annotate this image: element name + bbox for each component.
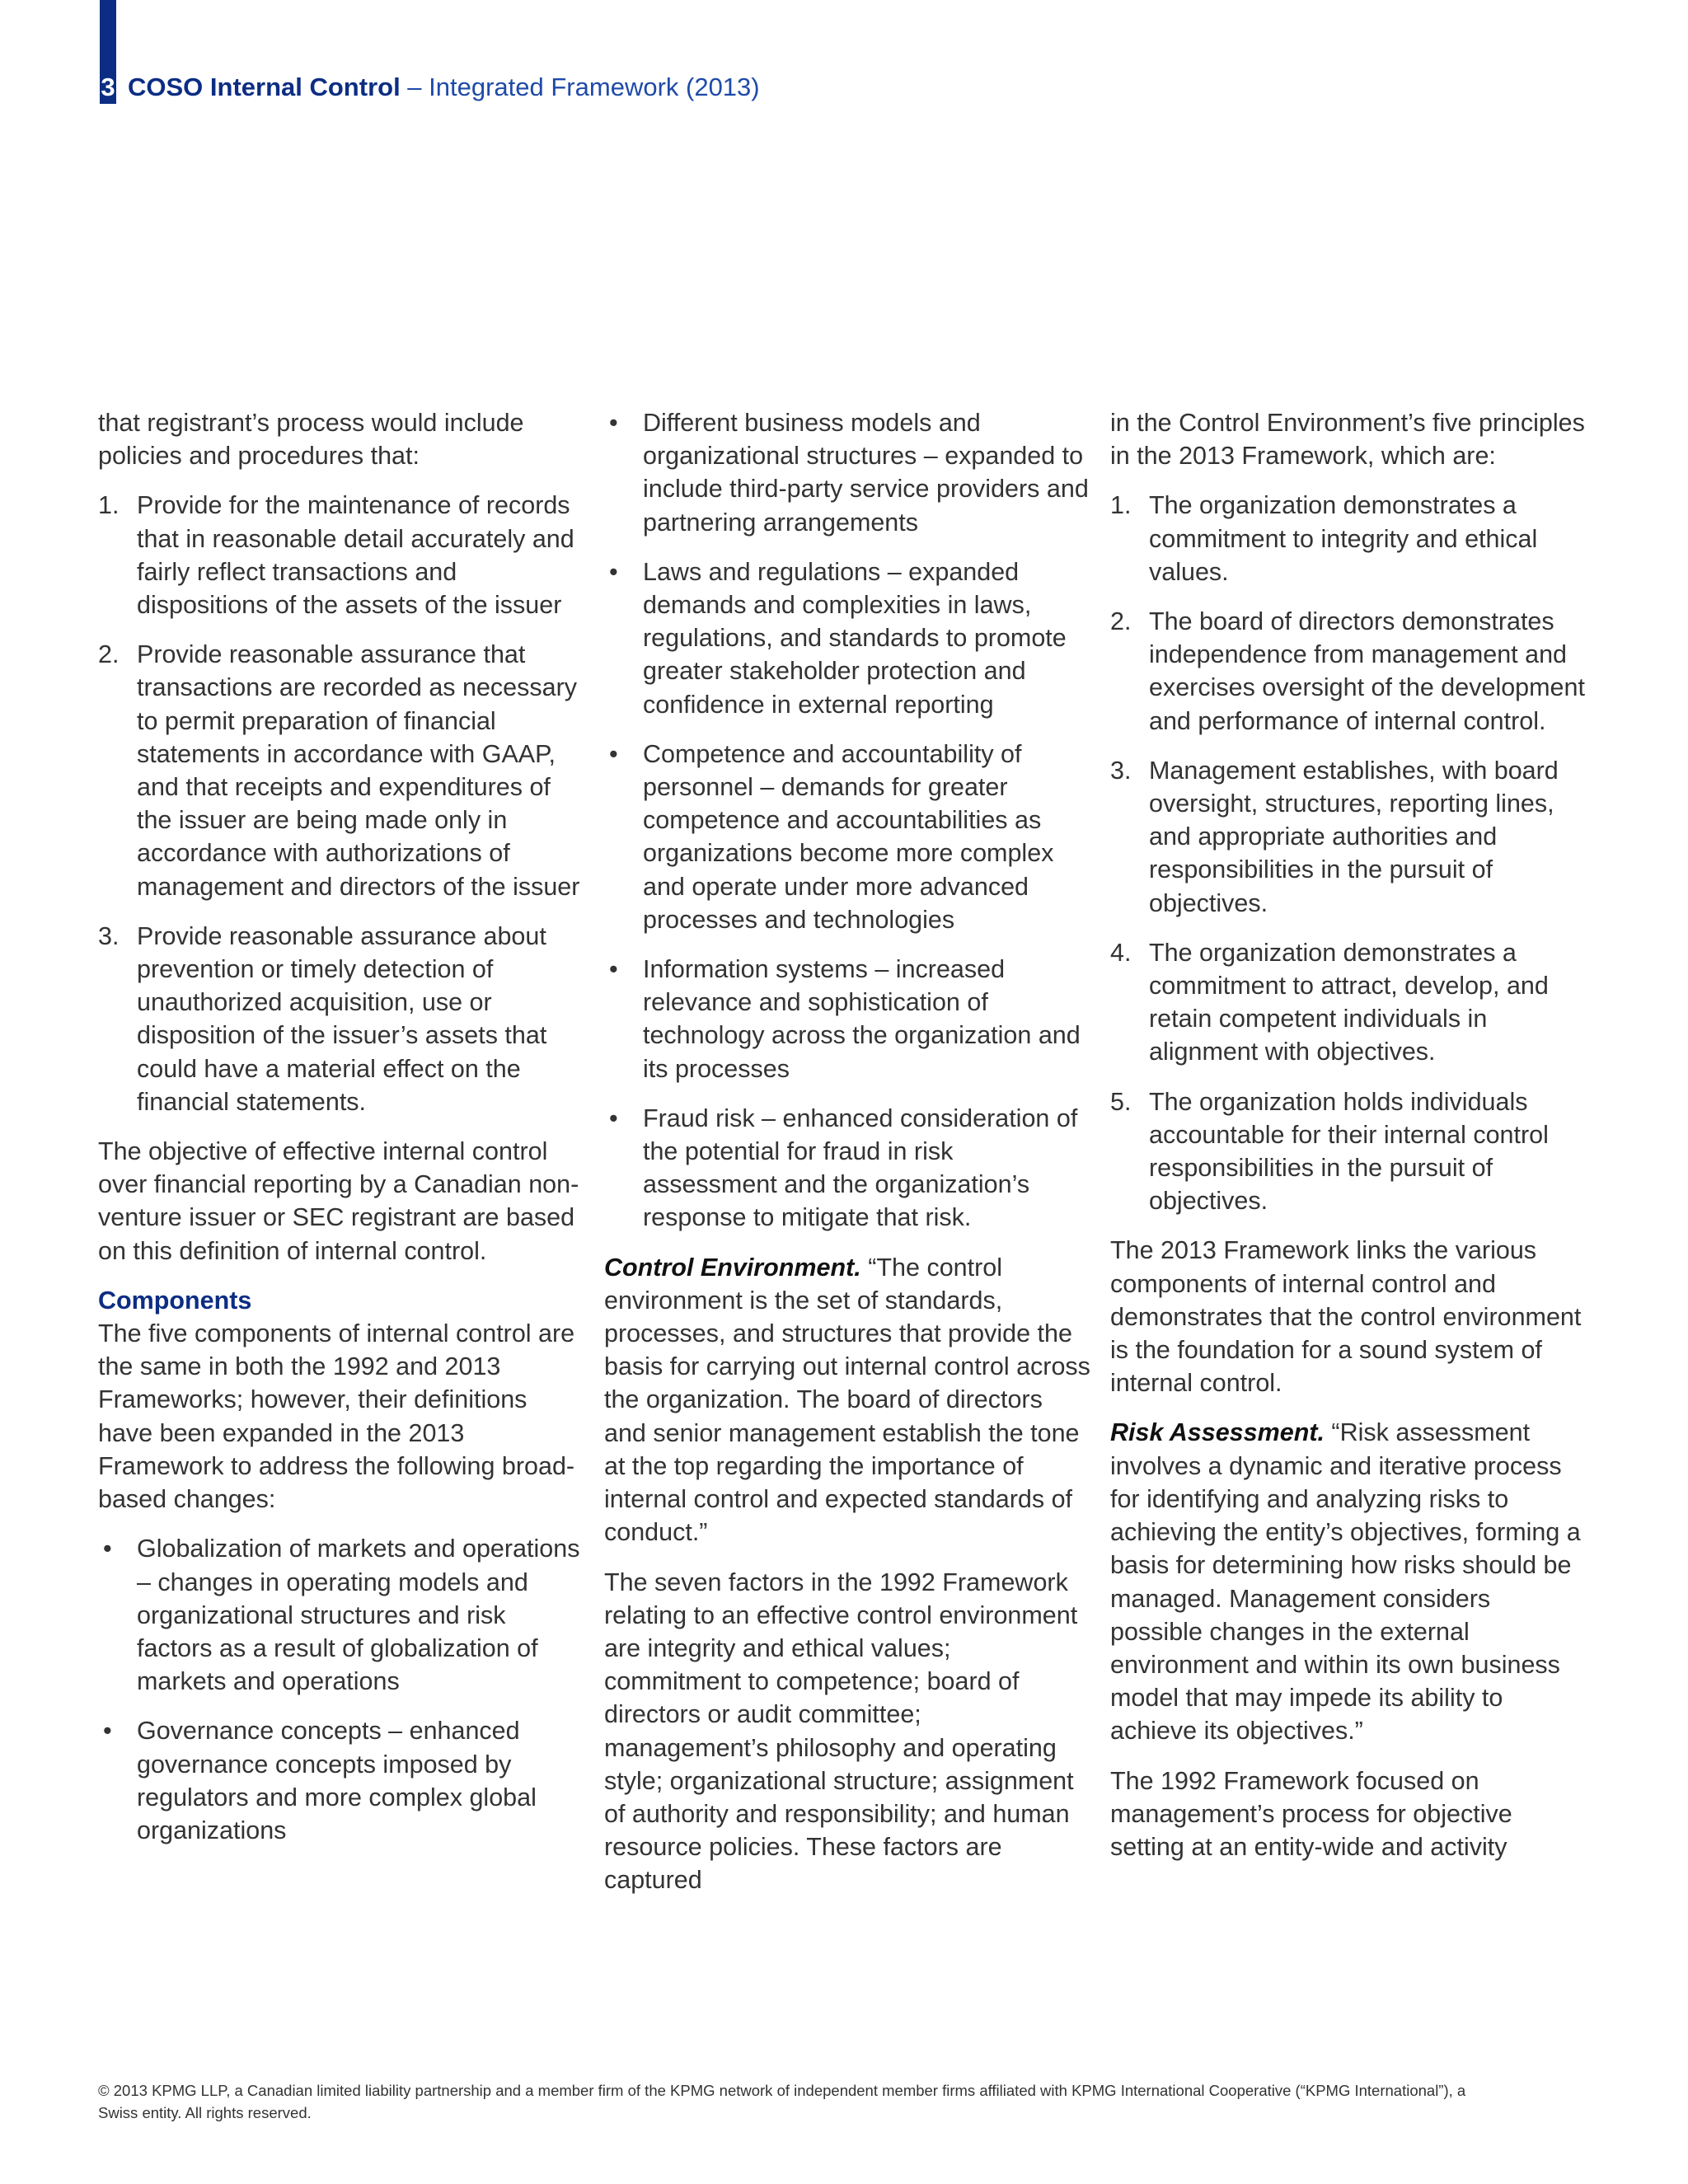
bullet-icon: • [609,557,618,586]
control-environment-paragraph [604,1251,1090,1549]
document-subtitle: Integrated Framework (2013) [429,73,760,101]
list-number: 3. [1110,756,1132,785]
components-heading: Components [98,1286,252,1315]
list-item-text: The organization demonstrates a commitment to attract, develop, and retain competent individuals in alignment with objectives. [1149,938,1549,1066]
bullet-icon: • [103,1535,112,1563]
col3-intro: in the Control Environment’s five principles in the 2013 Framework, which are: [1110,409,1585,471]
five-principles-list [1110,489,1588,1217]
bullet-item [604,1102,1090,1235]
bullet-item [604,406,1090,539]
framework-links-paragraph: The 2013 Framework links the various components of internal control and demonstrates that the control environment is the foundation for a sound system of internal control. [1110,1236,1582,1398]
list-item [98,638,584,903]
bullet-text: Laws and regulations – expanded demands and complexities in laws, regulations, and standards to promote greater stakeholder protection and confidence in external reporting [643,557,1067,719]
column-1 [98,406,584,1863]
list-number: 3. [98,921,120,950]
seven-factors-paragraph: The seven factors in the 1992 Framework relating to an effective control environment are integrity and ethical values; commitment to competence; board of directors or audit committee; management’s philosophy and operating style; organizational structure; assignment of authority and responsibility; and human resource policies. These factors are captured [604,1568,1078,1895]
bullet-icon: • [609,739,618,768]
list-item [1110,754,1588,920]
bullet-item [98,1714,584,1847]
bullet-item [604,555,1090,721]
title-separator: – [400,73,429,101]
list-number: 1. [98,491,120,520]
bullet-text: Fraud risk – enhanced consideration of the potential for fraud in risk assessment and the organization’s response to mitigate that risk. [643,1104,1078,1232]
list-item [98,920,584,1118]
list-item [1110,1085,1588,1218]
bullet-icon: • [609,409,618,437]
bullet-text: Globalization of markets and operations – changes in operating models and organizational structures and risk factors as a result of globalization of markets and operations [137,1535,580,1696]
column-2 [604,406,1090,1914]
broad-changes-list-continued [604,406,1090,1235]
objective-paragraph: The objective of effective internal control over financial reporting by a Canadian non-venture issuer or SEC registrant are based on this definition of internal control. [98,1137,579,1265]
list-item-text: Provide reasonable assurance about prevention or timely detection of unauthorized acquisition, use or disposition of the issuer’s assets that could have a material effect on the financial statements. [137,921,547,1116]
list-item [1110,489,1588,588]
list-number: 5. [1110,1087,1132,1116]
list-item [1110,936,1588,1069]
list-item-text: The organization holds individuals accountable for their internal control responsibilities in the pursuit of objectives. [1149,1087,1549,1216]
control-environment-lead: Control Environment. [604,1253,861,1282]
bullet-icon: • [103,1717,112,1746]
copyright-footer: © 2013 KPMG LLP, a Canadian limited liability partnership and a member firm of the KPMG network of independent member firms affiliated with KPMG International Cooperative (“KPMG International”), a Swiss entity. All rights reserved. [98,2082,1466,2121]
registrant-procedures-list [98,489,584,1118]
bullet-text: Competence and accountability of personnel – demands for greater competence and accountabilities as organizations become more complex and operate under more advanced processes and technologies [643,739,1054,934]
col1-intro: that registrant’s process would include policies and procedures that: [98,409,524,471]
list-number: 1. [1110,491,1132,520]
bullet-icon: • [609,1104,618,1132]
document-title: COSO Internal Control [128,73,401,101]
bullet-item [98,1532,584,1698]
list-item-text: Management establishes, with board oversight, structures, reporting lines, and appropriate authorities and responsibilities in the pursuit of objectives. [1149,756,1559,917]
broad-changes-list [98,1532,584,1847]
bullet-text: Information systems – increased relevance and sophistication of technology across the organization and its processes [643,955,1081,1083]
list-number: 4. [1110,938,1132,967]
framework-focus-paragraph: The 1992 Framework focused on management’s process for objective setting at an entity-wide and activity [1110,1766,1512,1861]
list-number: 2. [98,640,120,669]
page-number: 3 [100,71,116,104]
bullet-item [604,738,1090,936]
page-header [100,71,760,104]
control-environment-text: “The control environment is the set of standards, processes, and structures that provide the basis for carrying out internal control across the organization. The board of directors and senior management establish the tone at the top regarding the importance of internal control and expected standards of conduct.” [604,1253,1090,1547]
components-paragraph: The five components of internal control are the same in both the 1992 and 2013 Frameworks; however, their definitions have been expanded in the 2013 Framework to address the following broad-based changes: [98,1319,575,1514]
list-item-text: Provide for the maintenance of records that in reasonable detail accurately and fairly reflect transactions and dispositions of the assets of the issuer [137,491,574,620]
bullet-text: Different business models and organizational structures – expanded to include third-party service providers and partnering arrangements [643,409,1089,537]
risk-assessment-lead: Risk Assessment. [1110,1418,1325,1447]
bullet-icon: • [609,955,618,984]
list-item-text: The board of directors demonstrates independence from management and exercises oversight of the development and performance of internal control. [1149,607,1585,735]
risk-assessment-text: “Risk assessment involves a dynamic and iterative process for identifying and analyzing risks to achieving the entity’s objectives, forming a basis for determining how risks should be managed. Management considers possible changes in the external environment and within its own business model that may impede its ability to achieve its objectives.” [1110,1418,1581,1746]
list-item [98,489,584,621]
bullet-text: Governance concepts – enhanced governance concepts imposed by regulators and more complex global organizations [137,1717,537,1844]
bullet-item [604,953,1090,1085]
column-3 [1110,406,1588,1880]
risk-assessment-paragraph [1110,1416,1588,1747]
list-number: 2. [1110,607,1132,636]
list-item [1110,605,1588,738]
list-item-text: Provide reasonable assurance that transactions are recorded as necessary to permit preparation of financial statements in accordance with GAAP, and that receipts and expenditures of the issuer are being made only in accordance with authorizations of management and directors of the issuer [137,640,580,901]
list-item-text: The organization demonstrates a commitment to integrity and ethical values. [1149,491,1538,586]
